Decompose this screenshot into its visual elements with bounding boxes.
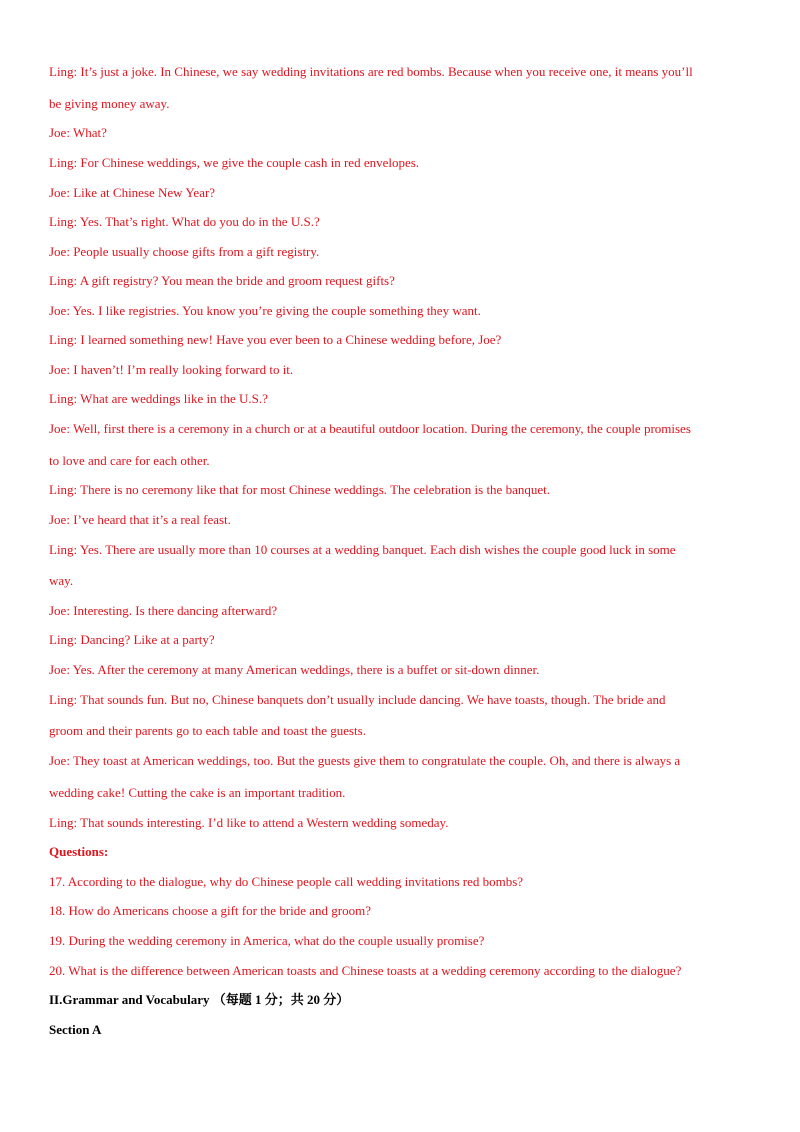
dialogue-line: Joe: What?	[49, 125, 107, 140]
dialogue-line: be giving money away.	[49, 96, 170, 111]
dialogue-line: Ling: For Chinese weddings, we give the couple cash in red envelopes.	[49, 155, 420, 170]
dialogue-line: Joe: I haven’t! I’m really looking forward to it.	[49, 362, 294, 377]
dialogue-line: Ling: Yes. That’s right. What do you do in the U.S.?	[49, 214, 320, 229]
dialogue-line: Ling: There is no ceremony like that for most Chinese weddings. The celebration is the banquet.	[49, 482, 550, 497]
dialogue-line: Joe: Interesting. Is there dancing afterward?	[49, 603, 278, 618]
dialogue-line: Ling: What are weddings like in the U.S.?	[49, 391, 268, 406]
dialogue-line: to love and care for each other.	[49, 453, 210, 468]
dialogue-line: Joe: I’ve heard that it’s a real feast.	[49, 512, 231, 527]
dialogue-line: Ling: It’s just a joke. In Chinese, we say wedding invitations are red bombs. Because when you receive one, it means you’ll	[49, 64, 693, 79]
dialogue-line: Ling: That sounds interesting. I’d like to attend a Western wedding someday.	[49, 815, 449, 830]
dialogue-line: Ling: Dancing? Like at a party?	[49, 632, 215, 647]
dialogue-line: Joe: Well, first there is a ceremony in a church or at a beautiful outdoor location. During the ceremony, the couple promises	[49, 421, 691, 436]
question-item: 18. How do Americans choose a gift for the bride and groom?	[49, 903, 372, 918]
dialogue-line: groom and their parents go to each table and toast the guests.	[49, 723, 366, 738]
question-item: 17. According to the dialogue, why do Chinese people call wedding invitations red bombs?	[49, 874, 524, 889]
dialogue-line: Ling: I learned something new! Have you ever been to a Chinese wedding before, Joe?	[49, 332, 502, 347]
dialogue-line: wedding cake! Cutting the cake is an important tradition.	[49, 785, 346, 800]
dialogue-line: Ling: Yes. There are usually more than 10 courses at a wedding banquet. Each dish wishes the couple good luck in some	[49, 542, 676, 557]
question-item: 20. What is the difference between American toasts and Chinese toasts at a wedding ceremony according to the dialogue?	[49, 963, 682, 978]
dialogue-line: way.	[49, 573, 74, 588]
dialogue-line: Joe: Like at Chinese New Year?	[49, 185, 216, 200]
dialogue-line: Ling: That sounds fun. But no, Chinese banquets don’t usually include dancing. We have toasts, though. The bride and	[49, 692, 666, 707]
dialogue-line: Joe: People usually choose gifts from a gift registry.	[49, 244, 320, 259]
dialogue-line: Joe: They toast at American weddings, too. But the guests give them to congratulate the couple. Oh, and there is always a	[49, 753, 681, 768]
subsection-title: Section A	[49, 1022, 102, 1037]
questions-heading: Questions:	[49, 844, 109, 859]
dialogue-line: Joe: Yes. I like registries. You know you’re giving the couple something they want.	[49, 303, 481, 318]
dialogue-line: Joe: Yes. After the ceremony at many American weddings, there is a buffet or sit-down dinner.	[49, 662, 540, 677]
dialogue-line: Ling: A gift registry? You mean the bride and groom request gifts?	[49, 273, 395, 288]
question-item: 19. During the wedding ceremony in America, what do the couple usually promise?	[49, 933, 485, 948]
section-title: II.Grammar and Vocabulary （每题 1 分；共 20 分）	[49, 992, 350, 1007]
